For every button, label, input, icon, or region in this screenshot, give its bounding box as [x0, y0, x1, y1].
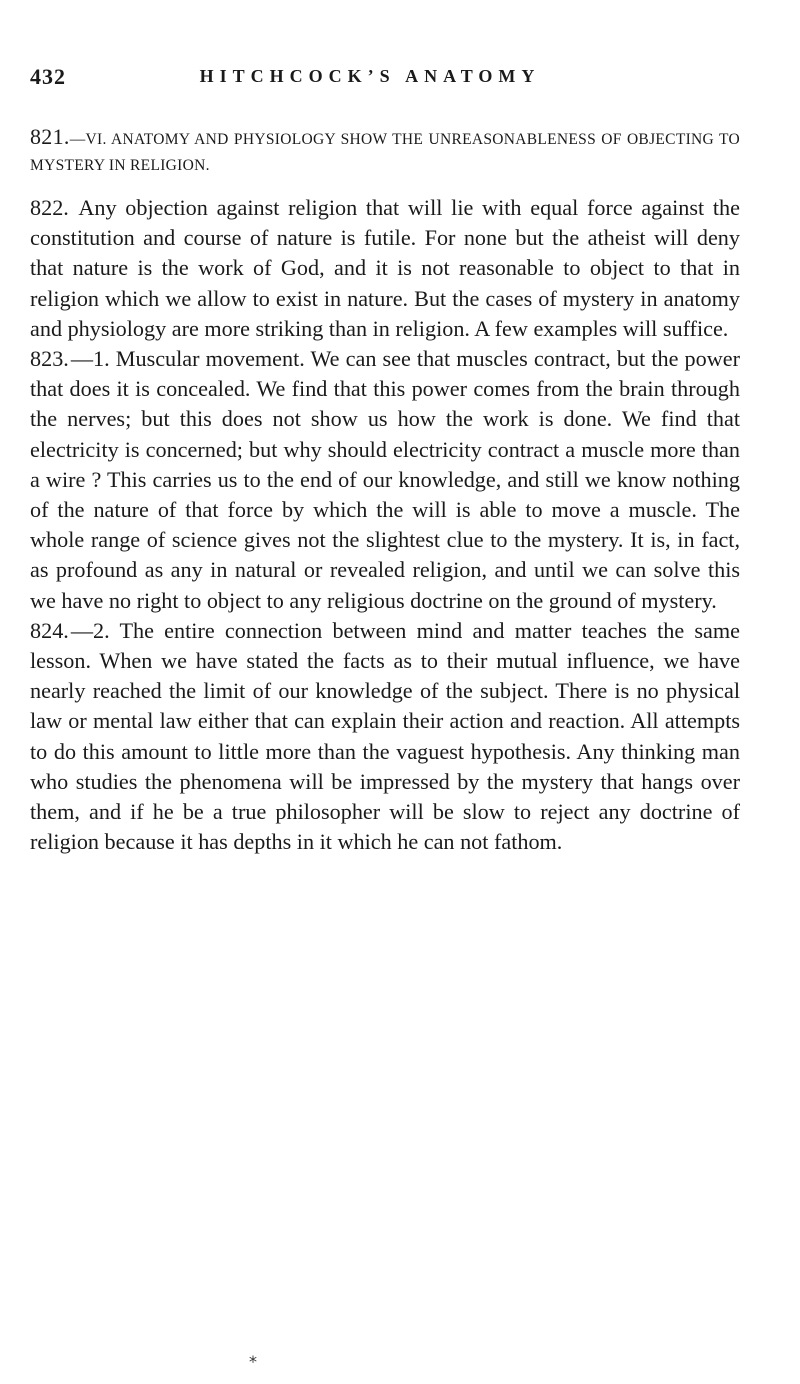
- paragraph-number: 823.: [30, 346, 69, 372]
- section-number: 821.: [30, 124, 70, 149]
- paragraph-number: 822.: [30, 195, 69, 220]
- paragraph-text: —1. Muscular movement. We can see that muscles contract, but the power that does it is concealed. We find that this power comes from the brain through the nerves; but this does not show us how the work is done. We find that electricity is concerned; but why should electricity contract a muscle more than a wire ? This carries us to the end of our knowledge, and still we know nothing of the nature of that force by which the will is able to move a muscle. The whole range of science gives not the slightest clue to the mystery. It is, in fact, as profound as any in natural or revealed religion, and until we can solve this we have no right to object to any religious doctrine on the ground of mystery.: [30, 346, 740, 613]
- footer-mark: *: [249, 1352, 257, 1371]
- body-text: [30, 124, 740, 857]
- running-head: [30, 64, 710, 94]
- paragraph-822: [30, 193, 740, 344]
- running-title: HITCHCOCK’S ANATOMY: [199, 66, 541, 86]
- paragraph-text: —2. The entire connection between mind and matter teaches the same lesson. When we have stated the facts as to their mutual influence, we have nearly reached the limit of our knowledge of the subject. There is no physical law or mental law either that can explain their action and reaction. All attempts to do this amount to little more than the vaguest hypothesis. Any thinking man who studies the phenomena will be impressed by the mystery that hangs over them, and if he be a true philosopher will be slow to reject any doctrine of religion because it has depths in it which he can not fathom.: [30, 617, 740, 855]
- page-number: 432: [30, 64, 66, 89]
- paragraph-824: [30, 616, 740, 858]
- paragraph-text: Any objection against religion that will lie with equal force against the constitution and course of nature is futile. For none but the atheist will deny that nature is the work of God, and it is not reasonable to object to that in religion which we allow to exist in nature. But the cases of mystery in anatomy and physiology are more striking than in religion. A few examples will suffice.: [30, 195, 741, 341]
- section-heading: [30, 124, 740, 179]
- paragraph-823: [30, 344, 740, 616]
- paragraph-number: 824.: [30, 617, 69, 643]
- section-heading-text: —VI. ANATOMY AND PHYSIOLOGY SHOW THE UNREASONABLENESS OF OBJECTING TO MYSTERY IN RELIGION.: [30, 131, 740, 174]
